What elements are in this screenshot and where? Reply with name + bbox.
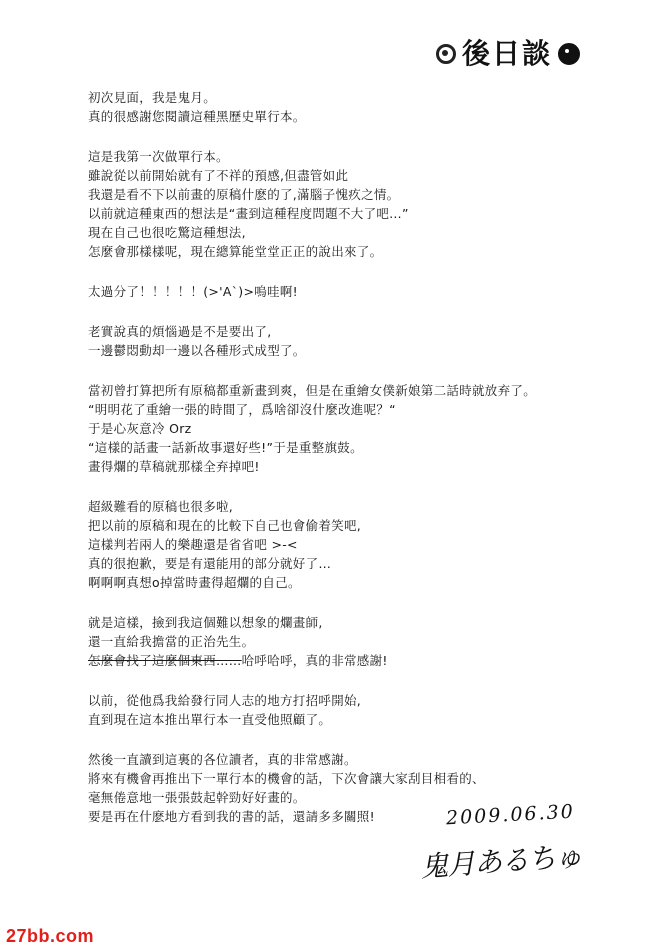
page-title: 後日談	[461, 37, 552, 70]
text-line: 然後一直讀到這裏的各位讀者，真的非常感謝。	[88, 752, 357, 767]
text-line: 毫無倦意地一張張鼓起幹勁好好畫的。	[88, 790, 306, 805]
afterword-body	[88, 88, 628, 847]
text-line: 還一直給我擔當的正治先生。	[88, 634, 255, 649]
text-line: 以前就這種東西的想法是“畫到這種程度問題不大了吧…”	[88, 206, 409, 221]
text-line: 這樣判若兩人的樂趣還是省省吧 >-<	[88, 537, 298, 552]
paragraph	[88, 381, 628, 476]
text-line: 直到現在這本推出單行本一直受他照顧了。	[88, 712, 332, 727]
blob-ornament-icon	[558, 43, 580, 65]
text-line: 現在自己也很吃驚這種想法,	[88, 225, 246, 240]
text-line: 真的很感謝您閱讀這種黑歷史單行本。	[88, 109, 306, 124]
text-line: 太過分了！！！！！(>'A`)>嗚哇啊!	[88, 284, 298, 299]
paragraph	[88, 282, 628, 301]
text-line	[88, 651, 628, 670]
signature-date: 2009.06.30	[445, 800, 576, 830]
text-line: 怎麼會那樣樣呢，現在總算能堂堂正正的說出來了。	[88, 244, 383, 259]
watermark-text: 27bb.com	[6, 926, 95, 946]
text-line: 當初曾打算把所有原稿都重新畫到爽，但是在重繪女僕新娘第二話時就放弃了。	[88, 383, 537, 398]
text-line: 老實說真的煩惱過是不是要出了,	[88, 324, 272, 339]
paragraph	[88, 613, 628, 670]
paragraph	[88, 497, 628, 592]
text-line: 我還是看不下以前畫的原稿什麽的了,滿腦子愧疚之情。	[88, 187, 400, 202]
paragraph	[88, 88, 628, 126]
text-line: 以前，從他爲我給發行同人志的地方打招呼開始,	[88, 693, 362, 708]
text-line: 初次見面，我是鬼月。	[88, 90, 217, 105]
text-line: “這樣的話畫一話新故事還好些!”于是重整旗鼓。	[88, 440, 363, 455]
circle-ornament-icon	[436, 44, 456, 64]
text-fragment: 哈呼哈呼，真的非常感謝!	[241, 653, 388, 668]
text-line: “明明花了重繪一張的時間了，爲啥卻沒什麼改進呢？“	[88, 402, 396, 417]
text-line: 畫得爛的草稿就那樣全弃掉吧!	[88, 459, 260, 474]
struck-text: 怎麼會找了這麼個東西……	[88, 653, 242, 668]
text-line: 啊啊啊真想o掉當時畫得超爛的自己。	[88, 575, 301, 590]
signature-name: 鬼月あるちゅ	[419, 839, 584, 884]
text-line: 真的很抱歉，要是有還能用的部分就好了…	[88, 556, 332, 571]
title-block	[436, 37, 580, 70]
text-line: 超級難看的原稿也很多啦,	[88, 499, 234, 514]
paragraph	[88, 322, 628, 360]
text-line: 將來有機會再推出下一單行本的機會的話，下次會讓大家刮目相看的、	[88, 771, 485, 786]
text-line: 就是這樣，撿到我這個難以想象的爛畫師,	[88, 615, 323, 630]
text-line: 把以前的原稿和現在的比較下自己也會偷着笑吧,	[88, 518, 362, 533]
text-line: 一邊鬱悶動却一邊以各種形式成型了。	[88, 343, 306, 358]
text-line: 于是心灰意冷 Orz	[88, 421, 192, 436]
text-line: 要是再在什麽地方看到我的書的話，還請多多關照!	[88, 809, 375, 824]
text-line: 雖說從以前開始就有了不祥的預感,但盡管如此	[88, 168, 349, 183]
paragraph	[88, 691, 628, 729]
paragraph	[88, 147, 628, 261]
text-line: 這是我第一次做單行本。	[88, 149, 229, 164]
